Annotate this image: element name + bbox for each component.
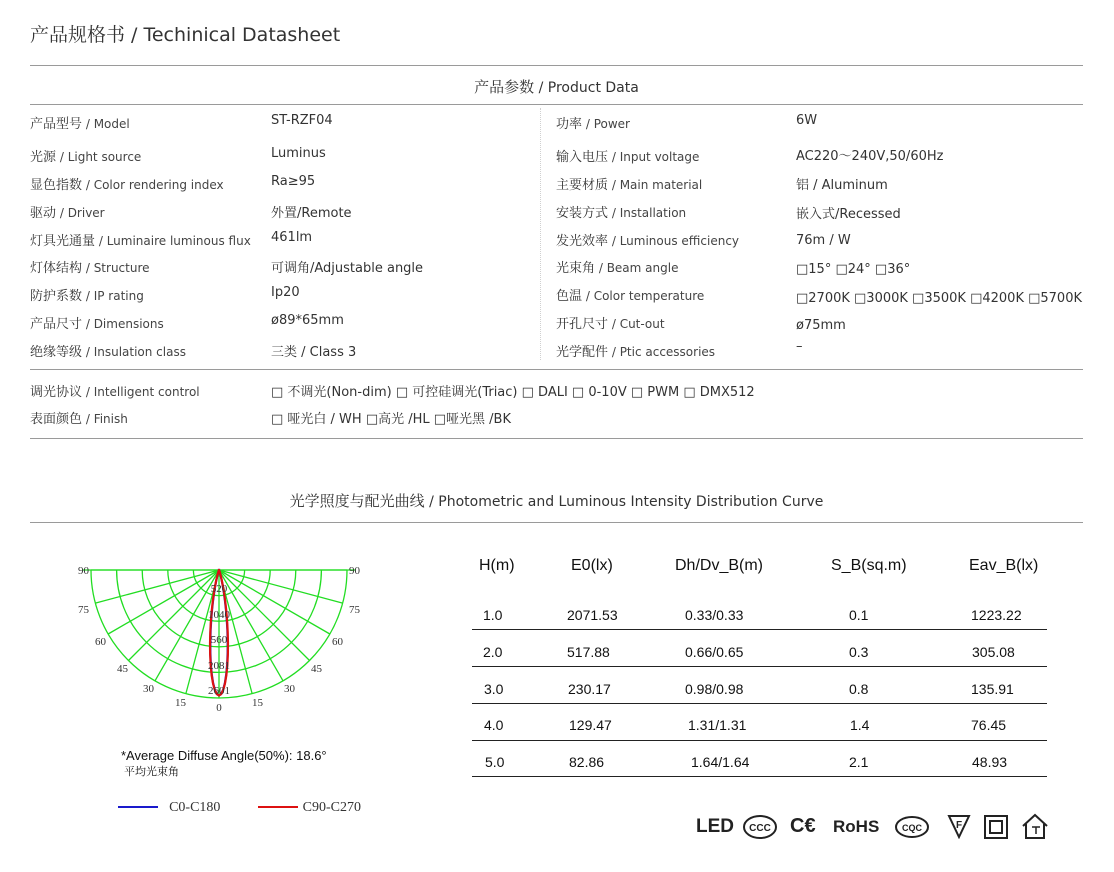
table-cell: 2071.53 — [567, 607, 618, 623]
table-row-divider — [472, 740, 1047, 741]
specs_left-label: 绝缘等级 / Insulation class — [30, 345, 186, 360]
specs_left-value: Ra≥95 — [271, 174, 316, 189]
svg-text:CQC: CQC — [902, 823, 922, 833]
table-cell: 0.1 — [849, 607, 869, 623]
table-cell: 305.08 — [972, 644, 1015, 660]
divider — [30, 438, 1083, 439]
legend-c0-label: C0-C180 — [169, 800, 221, 815]
table-header-cell: H(m) — [479, 557, 515, 574]
table-cell: 230.17 — [568, 681, 611, 697]
polar-angle-label: 60 — [332, 636, 343, 648]
table-header-cell: Eav_B(lx) — [969, 557, 1039, 574]
polar-intensity-label: 1040 — [208, 609, 230, 621]
specs_right-value: 6W — [796, 113, 818, 128]
divider — [30, 104, 1083, 105]
table-cell: 48.93 — [972, 754, 1008, 770]
class-ii-icon — [984, 815, 1008, 839]
polar-distribution-diagram — [60, 550, 390, 720]
polar-angle-label: 60 — [95, 636, 106, 648]
table-cell: 0.3 — [849, 644, 869, 660]
specs_right-value: 76m / W — [796, 233, 851, 248]
polar-grid-spoke — [128, 570, 219, 661]
polar-intensity-label: 560 — [210, 634, 228, 646]
table-cell: 2.1 — [849, 754, 869, 770]
svg-text:F: F — [955, 820, 963, 831]
table-cell: 1.4 — [850, 717, 870, 733]
polar-angle-label: 90 — [78, 565, 89, 577]
table-cell: 82.86 — [569, 754, 605, 770]
polar-angle-label: 30 — [143, 683, 154, 695]
specs_left-label: 光源 / Light source — [30, 150, 142, 165]
polar-grid-spoke — [108, 570, 219, 634]
polar-intensity-label: 2601 — [208, 685, 230, 697]
table-cell: 135.91 — [971, 681, 1014, 697]
table-cell: 5.0 — [485, 754, 505, 770]
specs_extra-value: □ 不调光(Non-dim) □ 可控硅调光(Triac) □ DALI □ 0-10V □ PWM □ DMX512 — [271, 385, 755, 400]
polar-angle-label: 15 — [252, 697, 263, 709]
table-row-divider — [472, 703, 1047, 704]
legend — [118, 796, 361, 816]
specs_right-value: ø75mm — [796, 318, 846, 333]
table-header-cell: Dh/Dv_B(m) — [675, 557, 764, 574]
specs_right-label: 功率 / Power — [556, 117, 630, 132]
table-cell: 2.0 — [483, 644, 503, 660]
polar-intensity-label: 520 — [210, 583, 228, 595]
polar-angle-label: 75 — [78, 604, 89, 616]
table-cell: 4.0 — [484, 717, 504, 733]
svg-text:CCC: CCC — [749, 823, 771, 834]
polar-angle-label: 75 — [349, 604, 360, 616]
specs_right-value: – — [796, 339, 803, 354]
specs_left-value: 可调角/Adjustable angle — [271, 261, 424, 276]
page-title: 产品规格书 / Techinical Datasheet — [30, 24, 341, 46]
specs_left-value: Ip20 — [271, 285, 300, 300]
polar-angle-label: 30 — [284, 683, 295, 695]
table-cell: 0.8 — [849, 681, 869, 697]
specs_extra-label: 调光协议 / Intelligent control — [30, 385, 200, 400]
polar-angle-label: 45 — [311, 663, 322, 675]
specs_left-value: Luminus — [271, 146, 326, 161]
polar-grid-spoke — [95, 570, 219, 603]
product-data-heading: 产品参数 / Product Data — [474, 78, 639, 96]
specs_left-label: 灯具光通量 / Luminaire luminous flux — [30, 234, 251, 249]
specs_right-value: 嵌入式/Recessed — [796, 207, 901, 222]
polar-angle-label: 90 — [349, 565, 360, 577]
specs_left-value: 461lm — [271, 230, 313, 245]
table-header-cell: S_B(sq.m) — [831, 557, 907, 574]
table-cell: 129.47 — [569, 717, 612, 733]
legend-c90-line — [258, 806, 298, 808]
table-row-divider — [472, 629, 1047, 630]
table-cell: 1.0 — [483, 607, 503, 623]
polar-grid-spoke — [219, 570, 343, 603]
table-row-divider — [472, 666, 1047, 667]
table-cell: 517.88 — [567, 644, 610, 660]
polar-intensity-label: 2081 — [208, 660, 230, 672]
specs_right-value: □15° □24° □36° — [796, 262, 911, 277]
specs_left-value: 三类 / Class 3 — [271, 345, 357, 360]
specs_right-label: 安装方式 / Installation — [556, 206, 687, 221]
polar-grid-spoke — [219, 570, 330, 634]
specs_right-value: 铝 / Aluminum — [796, 178, 888, 193]
rohs-mark-icon: RoHS — [833, 817, 880, 836]
polar-angle-label: 0 — [216, 702, 222, 714]
specs_left-label: 显色指数 / Color rendering index — [30, 178, 224, 193]
ccc-mark-icon — [742, 814, 778, 840]
polar-angle-label: 45 — [117, 663, 128, 675]
table-header-cell: E0(lx) — [571, 557, 613, 574]
specs_right-label: 光束角 / Beam angle — [556, 261, 679, 276]
polar-angle-label: 15 — [175, 697, 186, 709]
specs_left-label: 驱动 / Driver — [30, 206, 105, 221]
specs_right-value: □2700K □3000K □3500K □4200K □5700K — [796, 291, 1082, 306]
specs_left-value: 外置/Remote — [271, 206, 352, 221]
specs_left-value: ø89*65mm — [271, 313, 344, 328]
specs_right-label: 开孔尺寸 / Cut-out — [556, 317, 665, 332]
cqc-mark-icon — [894, 815, 930, 839]
specs_left-value: ST-RZF04 — [271, 113, 333, 128]
table-cell: 0.98/0.98 — [685, 681, 744, 697]
ce-mark-icon: C€ — [790, 815, 816, 837]
specs_right-value: AC220～240V,50/60Hz — [796, 149, 944, 164]
specs_right-label: 输入电压 / Input voltage — [556, 150, 700, 165]
specs_right-label: 光学配件 / Ptic accessories — [556, 345, 716, 360]
indoor-use-icon — [1020, 812, 1050, 840]
divider — [30, 369, 1083, 370]
specs_extra-label: 表面颜色 / Finish — [30, 412, 128, 427]
f-mark-icon — [947, 813, 971, 839]
column-separator — [540, 108, 541, 360]
diffuse-angle-note: *Average Diffuse Angle(50%): 18.6° — [121, 748, 327, 763]
specs_right-label: 色温 / Color temperature — [556, 289, 705, 304]
table-cell: 1.64/1.64 — [691, 754, 750, 770]
legend-c0-line — [118, 806, 158, 808]
divider — [30, 522, 1083, 523]
polar-grid-spoke — [219, 570, 310, 661]
photometric-heading: 光学照度与配光曲线 / Photometric and Luminous Intensity Distribution Curve — [289, 492, 824, 510]
table-cell: 76.45 — [971, 717, 1007, 733]
specs_left-label: 防护系数 / IP rating — [30, 289, 144, 304]
divider — [30, 65, 1083, 66]
led-mark-icon: LED — [696, 816, 734, 837]
table-row-divider — [472, 776, 1047, 777]
legend-c90-label: C90-C270 — [302, 800, 361, 815]
table-cell: 3.0 — [484, 681, 504, 697]
specs_left-label: 产品型号 / Model — [30, 117, 130, 132]
table-cell: 1223.22 — [971, 607, 1022, 623]
diffuse-angle-note-cn: 平均光束角 — [124, 765, 179, 778]
specs_left-label: 产品尺寸 / Dimensions — [30, 317, 164, 332]
specs_extra-value: □ 哑光白 / WH □高光 /HL □哑光黑 /BK — [271, 412, 512, 427]
table-cell: 1.31/1.31 — [688, 717, 747, 733]
table-cell: 0.33/0.33 — [685, 607, 744, 623]
specs_left-label: 灯体结构 / Structure — [30, 261, 150, 276]
specs_right-label: 发光效率 / Luminous efficiency — [556, 234, 740, 249]
table-cell: 0.66/0.65 — [685, 644, 744, 660]
specs_right-label: 主要材质 / Main material — [556, 178, 703, 193]
